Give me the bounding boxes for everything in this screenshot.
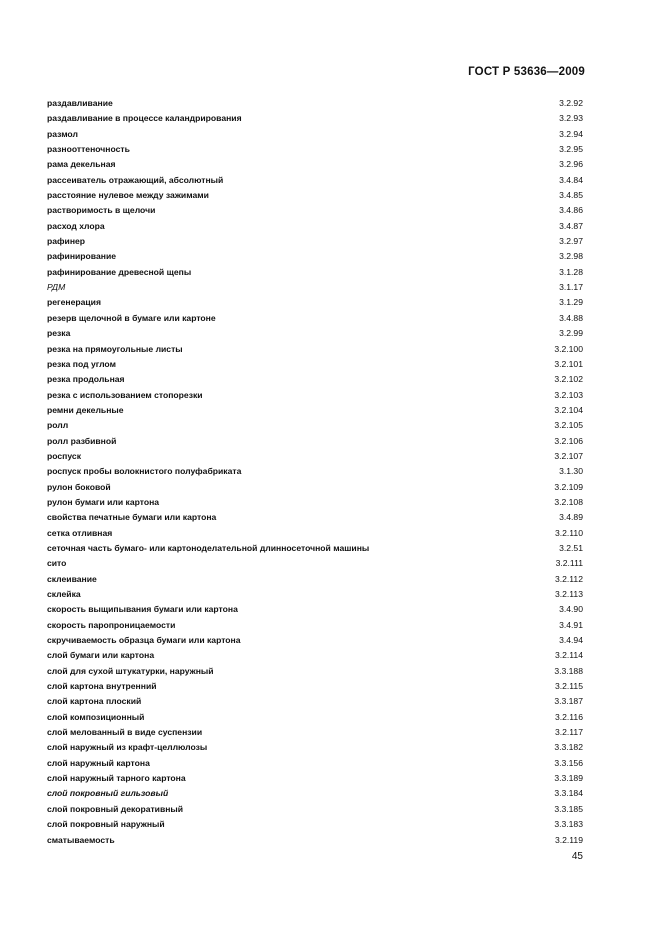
index-term: роспуск (47, 450, 82, 461)
index-entry (47, 203, 583, 218)
index-reference: 3.2.116 (554, 711, 583, 722)
index-entry (47, 710, 583, 725)
document-header: ГОСТ Р 53636—2009 (468, 66, 585, 78)
index-entry (47, 464, 583, 479)
index-entry (47, 342, 583, 357)
index-term: ремни декельные (47, 404, 124, 415)
index-term: слой для сухой штукатурки, наружный (47, 665, 214, 676)
index-entry (47, 817, 583, 832)
index-term: рулон боковой (47, 481, 111, 492)
index-term: резерв щелочной в бумаге или картоне (47, 312, 216, 323)
index-entry (47, 249, 583, 264)
index-reference: 3.2.100 (554, 343, 583, 354)
index-entry (47, 495, 583, 510)
index-entry (47, 725, 583, 740)
index-term: раздавливание в процессе каландрирования (47, 113, 242, 124)
index-entry (47, 388, 583, 403)
index-entry (47, 280, 583, 295)
index-reference: 3.2.93 (559, 113, 583, 124)
index-entry (47, 541, 583, 556)
index-entry (47, 295, 583, 310)
index-entry (47, 771, 583, 786)
index-entry (47, 648, 583, 663)
index-entry (47, 403, 583, 418)
index-reference: 3.4.89 (559, 512, 583, 523)
index-term: сетка отливная (47, 527, 113, 538)
index-reference: 3.2.112 (554, 573, 583, 584)
index-reference: 3.4.88 (559, 312, 583, 323)
index-term: слой бумаги или картона (47, 650, 155, 661)
index-term: слой композиционный (47, 711, 145, 722)
index-reference: 3.2.109 (554, 481, 583, 492)
index-reference: 3.2.106 (554, 435, 583, 446)
index-reference: 3.2.92 (559, 98, 583, 108)
index-term: РДМ (47, 282, 66, 293)
index-term: рафинирование древесной щепы (47, 266, 192, 277)
index-reference: 3.4.87 (559, 220, 583, 231)
index-entry (47, 618, 583, 633)
index-entry (47, 510, 583, 525)
index-term: резка с использованием стопорезки (47, 389, 203, 400)
index-term: ролл разбивной (47, 435, 117, 446)
index-entry (47, 633, 583, 648)
index-term: рассеиватель отражающий, абсолютный (47, 174, 224, 185)
index-entry (47, 157, 583, 172)
index-reference: 3.4.94 (559, 635, 583, 646)
index-term: сматываемость (47, 834, 115, 845)
term-index-list (47, 96, 583, 848)
index-reference: 3.3.182 (554, 742, 583, 753)
index-term: слой покровный наружный (47, 819, 165, 830)
index-reference: 3.2.103 (554, 389, 583, 400)
index-entry (47, 602, 583, 617)
index-reference: 3.2.101 (554, 358, 583, 369)
index-term: слой наружный картона (47, 757, 150, 768)
index-term: роспуск пробы волокнистого полуфабриката (47, 466, 242, 477)
index-entry (47, 219, 583, 234)
index-entry (47, 234, 583, 249)
index-term: скорость выщипывания бумаги или картона (47, 604, 238, 615)
index-entry (47, 664, 583, 679)
index-reference: 3.3.156 (554, 757, 583, 768)
index-entry (47, 357, 583, 372)
index-reference: 3.2.111 (555, 558, 583, 569)
index-entry (47, 740, 583, 755)
index-entry (47, 526, 583, 541)
index-reference: 3.4.91 (559, 619, 583, 630)
index-reference: 3.2.119 (554, 834, 583, 845)
index-entry (47, 127, 583, 142)
index-reference: 3.2.114 (554, 650, 583, 661)
index-reference: 3.2.115 (554, 681, 583, 692)
index-term: слой наружный тарного картона (47, 773, 186, 784)
index-reference: 3.2.117 (554, 727, 583, 738)
index-reference: 3.4.90 (559, 604, 583, 615)
index-entry (47, 756, 583, 771)
index-reference: 3.2.99 (559, 328, 583, 339)
index-term: склеивание (47, 573, 97, 584)
index-term: рафинирование (47, 251, 117, 262)
index-reference: 3.4.85 (559, 190, 583, 201)
index-term: расстояние нулевое между зажимами (47, 190, 209, 201)
index-entry (47, 188, 583, 203)
index-entry (47, 265, 583, 280)
index-term: расход хлора (47, 220, 105, 231)
index-entry (47, 434, 583, 449)
index-entry (47, 786, 583, 801)
page-number: 45 (571, 851, 583, 862)
index-entry (47, 802, 583, 817)
index-term: резка продольная (47, 374, 125, 385)
index-term: слой картона плоский (47, 696, 142, 707)
index-reference: 3.3.187 (554, 696, 583, 707)
index-reference: 3.2.98 (559, 251, 583, 262)
index-reference: 3.1.30 (559, 466, 583, 477)
index-term: резка под углом (47, 358, 116, 369)
index-term: сеточная часть бумаго- или картоноделательной длинносеточной машины (47, 542, 370, 553)
index-term: рама декельная (47, 159, 116, 170)
index-reference: 3.3.189 (554, 773, 583, 784)
index-reference: 3.4.86 (559, 205, 583, 216)
index-reference: 3.1.28 (559, 266, 583, 277)
index-reference: 3.2.110 (554, 527, 583, 538)
index-entry (47, 142, 583, 157)
index-term: слой покровный декоративный (47, 803, 184, 814)
index-reference: 3.2.105 (554, 420, 583, 431)
index-reference: 3.4.84 (559, 174, 583, 185)
index-reference: 3.2.97 (559, 236, 583, 247)
index-reference: 3.3.185 (554, 803, 583, 814)
index-entry (47, 96, 583, 111)
index-entry (47, 418, 583, 433)
index-term: слой картона внутренний (47, 681, 157, 692)
index-reference: 3.2.102 (554, 374, 583, 385)
index-entry (47, 556, 583, 571)
index-reference: 3.2.107 (554, 450, 583, 461)
index-entry (47, 111, 583, 126)
index-term: размол (47, 128, 78, 139)
index-term: слой покровный гильзовый (47, 788, 169, 799)
index-entry (47, 311, 583, 326)
index-reference: 3.3.188 (554, 665, 583, 676)
index-reference: 3.2.95 (559, 144, 583, 155)
index-entry (47, 572, 583, 587)
index-term: свойства печатные бумаги или картона (47, 512, 217, 523)
index-term: рафинер (47, 236, 86, 247)
index-reference: 3.3.183 (554, 819, 583, 830)
index-entry (47, 449, 583, 464)
index-reference: 3.2.94 (559, 128, 583, 139)
index-term: резка на прямоугольные листы (47, 343, 183, 354)
index-reference: 3.2.51 (559, 542, 583, 553)
index-entry (47, 833, 583, 848)
index-term: рулон бумаги или картона (47, 496, 160, 507)
index-term: слой мелованный в виде суспензии (47, 727, 203, 738)
index-reference: 3.2.108 (554, 496, 583, 507)
index-reference: 3.2.113 (554, 589, 583, 599)
index-entry (47, 694, 583, 709)
index-term: склейка (47, 589, 81, 599)
index-entry (47, 679, 583, 694)
index-entry (47, 372, 583, 387)
index-term: ролл (47, 420, 69, 431)
index-reference: 3.2.104 (554, 404, 583, 415)
index-reference: 3.3.184 (554, 788, 583, 799)
index-term: разнооттеночность (47, 144, 130, 155)
index-term: сито (47, 558, 67, 569)
index-entry (47, 326, 583, 341)
index-term: раздавливание (47, 98, 113, 108)
index-term: регенерация (47, 297, 101, 308)
index-entry (47, 480, 583, 495)
index-term: растворимость в щелочи (47, 205, 156, 216)
index-entry (47, 587, 583, 602)
index-term: резка (47, 328, 71, 339)
index-term: скорость паропроницаемости (47, 619, 176, 630)
index-reference: 3.1.17 (559, 282, 583, 293)
index-entry (47, 173, 583, 188)
index-term: слой наружный из крафт-целлюлозы (47, 742, 208, 753)
index-reference: 3.2.96 (559, 159, 583, 170)
index-reference: 3.1.29 (559, 297, 583, 308)
index-term: скручиваемость образца бумаги или картона (47, 635, 241, 646)
